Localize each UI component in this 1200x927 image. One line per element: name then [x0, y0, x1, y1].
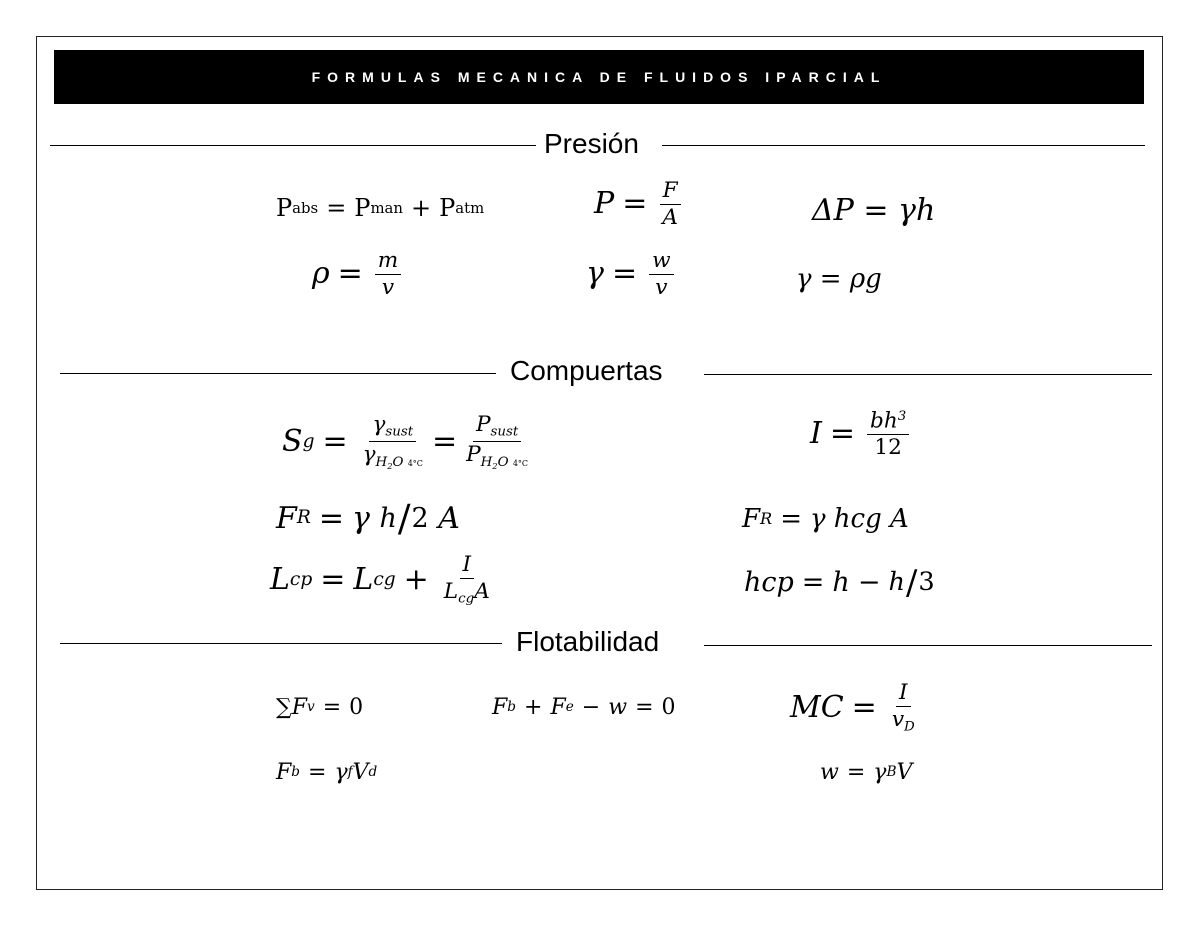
header-banner	[54, 50, 1144, 104]
formula-fb-fe-w: F b + F e − w = 0	[492, 695, 676, 720]
section-title-flotabilidad: Flotabilidad	[516, 626, 660, 657]
formula-p-f-a: P = $\frac{F}{A}$	[594, 180, 685, 228]
formula-specific-gravity: S g = $\frac{\gamma_{sust}}{\gamma_{H_2O 4^\circ C}}$ = $\frac{P_{sust}}{P_{H_2O 4^\circ C}}$	[282, 412, 529, 471]
formula-sheet	[36, 36, 1163, 890]
formula-delta-p: ΔP = γh	[812, 193, 936, 228]
formula-fb: F b = γ f V d	[276, 760, 378, 785]
formula-fr-2: F R = γ hcg A	[742, 504, 909, 534]
formula-hcp: hcp = h − h / 3	[744, 563, 935, 602]
section-title-compuertas: Compuertas	[510, 355, 663, 386]
formula-lcp: L cp = L cg + $\frac{I}{L_{cg}A}$	[270, 552, 490, 607]
section-rule-right	[704, 645, 1152, 646]
section-rule-right	[704, 374, 1152, 375]
formula-fr-1: F R = γ h / 2 A	[276, 496, 460, 540]
section-rule-left	[60, 373, 496, 374]
section-rule-right	[662, 145, 1145, 146]
formula-gamma-rho-g: γ = ρg	[796, 264, 882, 294]
formula-mc: MC = $\frac{I}{v_D}$	[790, 680, 915, 735]
formula-inertia: I = $\frac{bh^3}{12}$	[810, 410, 913, 459]
formula-rho: ρ = $\frac{m}{v}$	[312, 250, 405, 298]
formula-w: w = γ B V	[820, 760, 913, 785]
header-title: FORMULAS MECANICA DE FLUIDOS IPARCIAL	[311, 69, 887, 85]
formula-p-abs: P abs = P man + P atm	[276, 194, 485, 222]
section-title-presion: Presión	[544, 128, 639, 159]
section-rule-left	[60, 643, 502, 644]
formula-gamma-w-v: γ = $\frac{w}{v}$	[586, 250, 678, 298]
formula-sum-fv: ∑ F v = 0	[276, 695, 364, 720]
section-rule-left	[50, 145, 536, 146]
